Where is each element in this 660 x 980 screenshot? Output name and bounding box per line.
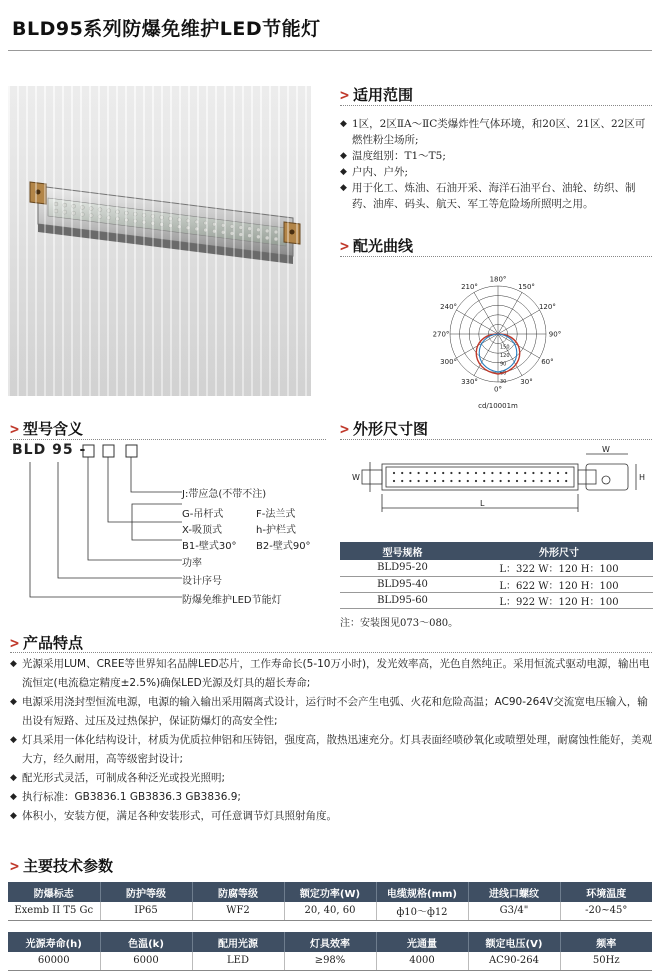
list-item: ◆ 配光形式灵活，可制成各种泛光或投光照明; (10, 769, 655, 788)
tech-header: 环境温度 (560, 882, 652, 902)
polar-angle-label: 240° (440, 303, 458, 311)
table-row: BLD95-60 L：922 W：120 H：100 (340, 592, 653, 608)
model-meaning-diagram (10, 442, 330, 612)
polar-unit-label: cd/10001m (478, 402, 518, 410)
polar-radial-label: 90 (500, 361, 507, 368)
size-table-header: 外形尺寸 (465, 542, 653, 560)
dim-h: H (639, 473, 646, 482)
model-line-x: X-吸顶式 (182, 525, 222, 536)
model-line-f: F-法兰式 (256, 509, 296, 520)
polar-angle-label: 60° (541, 358, 554, 366)
polar-angle-label: 330° (461, 378, 478, 387)
polar-radial-label: 30 (500, 378, 507, 385)
list-item: ◆ 灯具采用一体化结构设计，材质为优质拉伸铝和压铸铝，强度高，散热迅速充分。灯具表面经喷砂氧化或喷塑处理，耐腐蚀性能好，美观大方，经久耐用，高等级密封设计; (10, 731, 655, 769)
product-photo (8, 86, 311, 396)
polar-radial-label: 150 (500, 344, 510, 351)
list-item: ◆ 1区，2区ⅡA～ⅡC类爆炸性气体环境，和20区、21区、22区可燃性粉尘场所; (340, 116, 655, 148)
title-divider (8, 50, 652, 51)
model-prefix: BLD 95 - (12, 442, 87, 458)
polar-angle-label: 180° (489, 275, 507, 284)
polar-angle-label: 300° (440, 358, 458, 366)
section-model-heading: > 型号含义 (10, 419, 84, 438)
section-tech-heading: > 主要技术参数 (10, 856, 114, 875)
tech-header: 防护等级 (100, 882, 192, 902)
polar-angle-label: 120° (538, 303, 556, 311)
dimension-drawing (340, 444, 650, 536)
model-line-g: G-吊杆式 (182, 509, 224, 520)
table-row: BLD95-40 L：622 W：120 H：100 (340, 576, 653, 592)
tech-header: 防爆标志 (8, 882, 100, 902)
section-dimensions-heading: > 外形尺寸图 (340, 419, 429, 438)
model-line-design: 设计序号 (182, 576, 222, 587)
model-line-b1: B1-壁式30° (182, 541, 237, 552)
table-row: Exemb II T5 Gc IP65 WF2 20, 40, 60 ф10～ф12 G3/4" -20~45° (8, 902, 652, 920)
application-list (340, 116, 655, 212)
polar-angle-label: 30° (520, 378, 533, 387)
tech-table-2 (8, 932, 652, 971)
tech-header: 光源寿命(h) (8, 932, 100, 952)
dim-w-left: W (352, 473, 360, 482)
list-item: ◆ 用于化工、炼油、石油开采、海洋石油平台、油轮、纺织、制药、油库、码头、航天、军工等危险场所照明之用。 (340, 180, 655, 212)
polar-angle-label: 0° (494, 385, 502, 394)
list-item: ◆ 电源采用浇封型恒流电源，电源的输入输出采用隔离式设计，运行时不会产生电弧、火花和危险高温；AC90-264V交流宽电压输入，输出设有短路、过压及过热保护，保证防爆灯的高安全性; (10, 693, 655, 731)
model-line-b2: B2-壁式90° (256, 541, 311, 552)
tech-header: 色温(k) (100, 932, 192, 952)
install-note: 注：安装图见073～080。 (340, 618, 459, 629)
tech-header: 额定功率(W) (284, 882, 376, 902)
tech-header: 灯具效率 (284, 932, 376, 952)
features-list (10, 655, 655, 826)
model-line-name: 防爆免维护LED节能灯 (182, 595, 282, 606)
polar-angle-label: 210° (461, 282, 478, 291)
tech-header: 配用光源 (192, 932, 284, 952)
list-item: ◆ 户内、户外; (340, 164, 655, 180)
size-table-header: 型号规格 (340, 542, 465, 560)
model-line-h: h-护栏式 (256, 525, 296, 536)
table-row: BLD95-20 L：322 W：120 H：100 (340, 560, 653, 576)
dim-w-right: W (602, 445, 610, 454)
section-features-heading: > 产品特点 (10, 633, 84, 652)
table-row: 60000 6000 LED ≥98% 4000 AC90-264 50Hz (8, 952, 652, 970)
tech-header: 频率 (560, 932, 652, 952)
dim-l: L (480, 499, 485, 508)
list-item: ◆ 体积小，安装方便，满足各种安装形式，可任意调节灯具照射角度。 (10, 807, 655, 826)
polar-angle-label: 90° (548, 330, 562, 339)
tech-header: 电缆规格(mm) (376, 882, 468, 902)
list-item: ◆ 温度组别：T1～T5; (340, 148, 655, 164)
polar-angle-label: 270° (432, 330, 450, 339)
page-title: BLD95系列防爆免维护LED节能灯 (12, 18, 321, 40)
tech-header: 进线口螺纹 (468, 882, 560, 902)
tech-table-1 (8, 882, 652, 921)
size-table (340, 542, 653, 609)
model-line-emergency: J:带应急(不带不注) (182, 489, 267, 500)
section-light-curve-heading: > 配光曲线 (340, 236, 414, 255)
polar-angle-label: 150° (518, 282, 535, 291)
tech-header: 额定电压(V) (468, 932, 560, 952)
list-item: ◆ 执行标准：GB3836.1 GB3836.3 GB3836.9; (10, 788, 655, 807)
tech-header: 防腐等级 (192, 882, 284, 902)
model-line-power: 功率 (182, 558, 202, 569)
polar-radial-label: 60 (500, 370, 507, 377)
section-application-heading: > 适用范围 (340, 85, 414, 104)
light-distribution-chart (418, 262, 578, 412)
list-item: ◆ 光源采用LUM、CREE等世界知名品牌LED芯片，工作寿命长(5-10万小时)，发光效率高，光色自然纯正。采用恒流式驱动电源，输出电流恒定(电流稳定精度±2.5%)确保LED光源及灯具的超长寿命; (10, 655, 655, 693)
tech-header: 光通量 (376, 932, 468, 952)
polar-radial-label: 120 (500, 353, 510, 360)
